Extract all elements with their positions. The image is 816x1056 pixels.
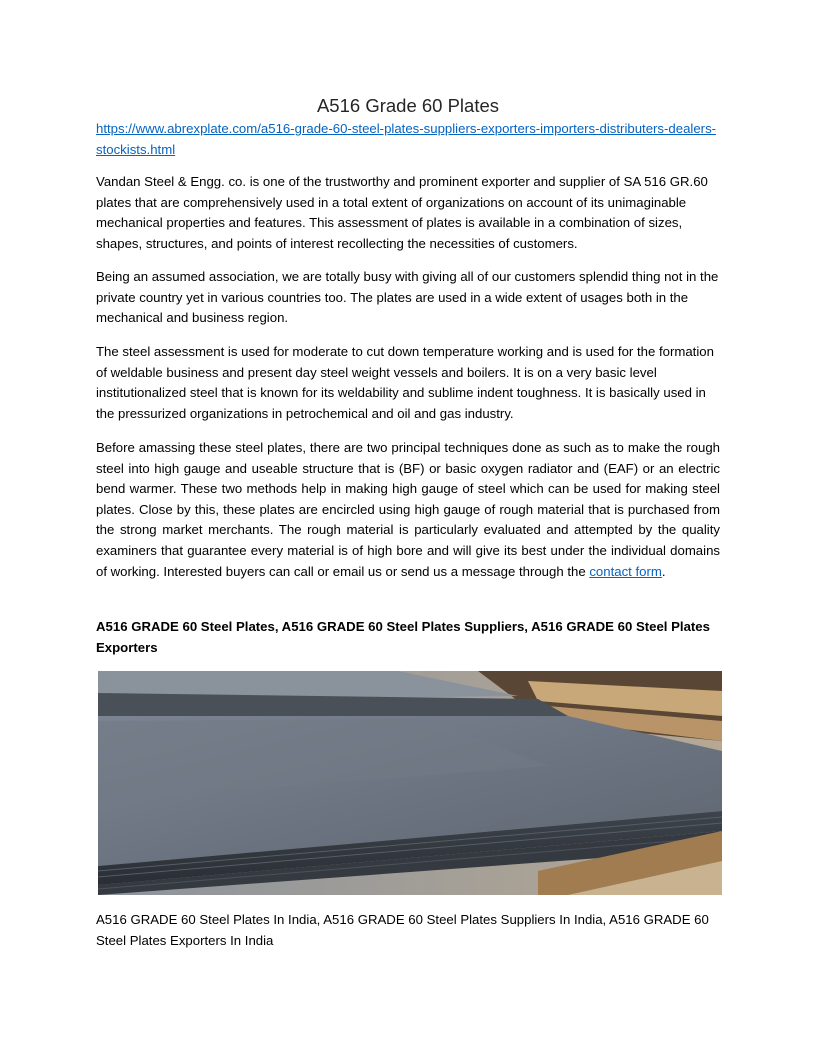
section-heading: A516 GRADE 60 Steel Plates, A516 GRADE 60 Steel Plates Suppliers, A516 GRADE 60 Steel Plates Exporters bbox=[96, 619, 710, 655]
paragraph-4-text: Before amassing these steel plates, there are two principal techniques done as such as to make the rough steel into high gauge and useable structure that is (BF) or basic oxygen radiator and (EAF) or an electric bend warmer. These two methods help in making high gauge of steel which can be used for making steel plates. Close by this, these plates are encircled using high gauge of rough material that is purchased from the strong market merchants. The rough material is particularly evaluated and attempted by the quality examiners that guarantee every material is of high bore and will give its best under the individual domains of working. Interested buyers can call or email us or send us a message through the bbox=[96, 440, 720, 579]
paragraph-4-end: . bbox=[661, 563, 666, 579]
paragraph-3: The steel assessment is used for moderate to cut down temperature working and is used for the formation of weldable business and present day steel weight vessels and boilers. It is on a very basic level institutionalized steel that is known for its weldability and sublime indent toughness. It is basically used in the pressurized organizations in petrochemical and oil and gas industry. bbox=[96, 344, 714, 421]
paragraph-1: Vandan Steel & Engg. co. is one of the trustworthy and prominent exporter and supplier of SA 516 GR.60 plates that are comprehensively used in a total extent of organizations on account of its unimaginable mechanical properties and features. This assessment of plates is available in a combination of sizes, shapes, structures, and points of interest recollecting the necessities of customers. bbox=[96, 174, 708, 251]
page-title: A516 Grade 60 Plates bbox=[316, 95, 500, 116]
contact-form-link[interactable]: contact form bbox=[589, 563, 662, 579]
paragraph-2: Being an assumed association, we are totally busy with giving all of our customers splendid thing not in the private country yet in various countries too. The plates are used in a wide extent of usages both in the mechanical and business region. bbox=[96, 269, 719, 326]
url-line bbox=[96, 119, 720, 160]
steel-plates-photo bbox=[98, 671, 722, 895]
product-url-link[interactable]: https://www.abrexplate.com/a516-grade-60-steel-plates-suppliers-exporters-importers-distributers-dealers-stockists.html bbox=[96, 121, 717, 157]
image-caption: A516 GRADE 60 Steel Plates In India, A516 GRADE 60 Steel Plates Suppliers In India, A516 GRADE 60 Steel Plates Exporters In India bbox=[96, 912, 709, 948]
paragraph-4 bbox=[96, 438, 720, 582]
